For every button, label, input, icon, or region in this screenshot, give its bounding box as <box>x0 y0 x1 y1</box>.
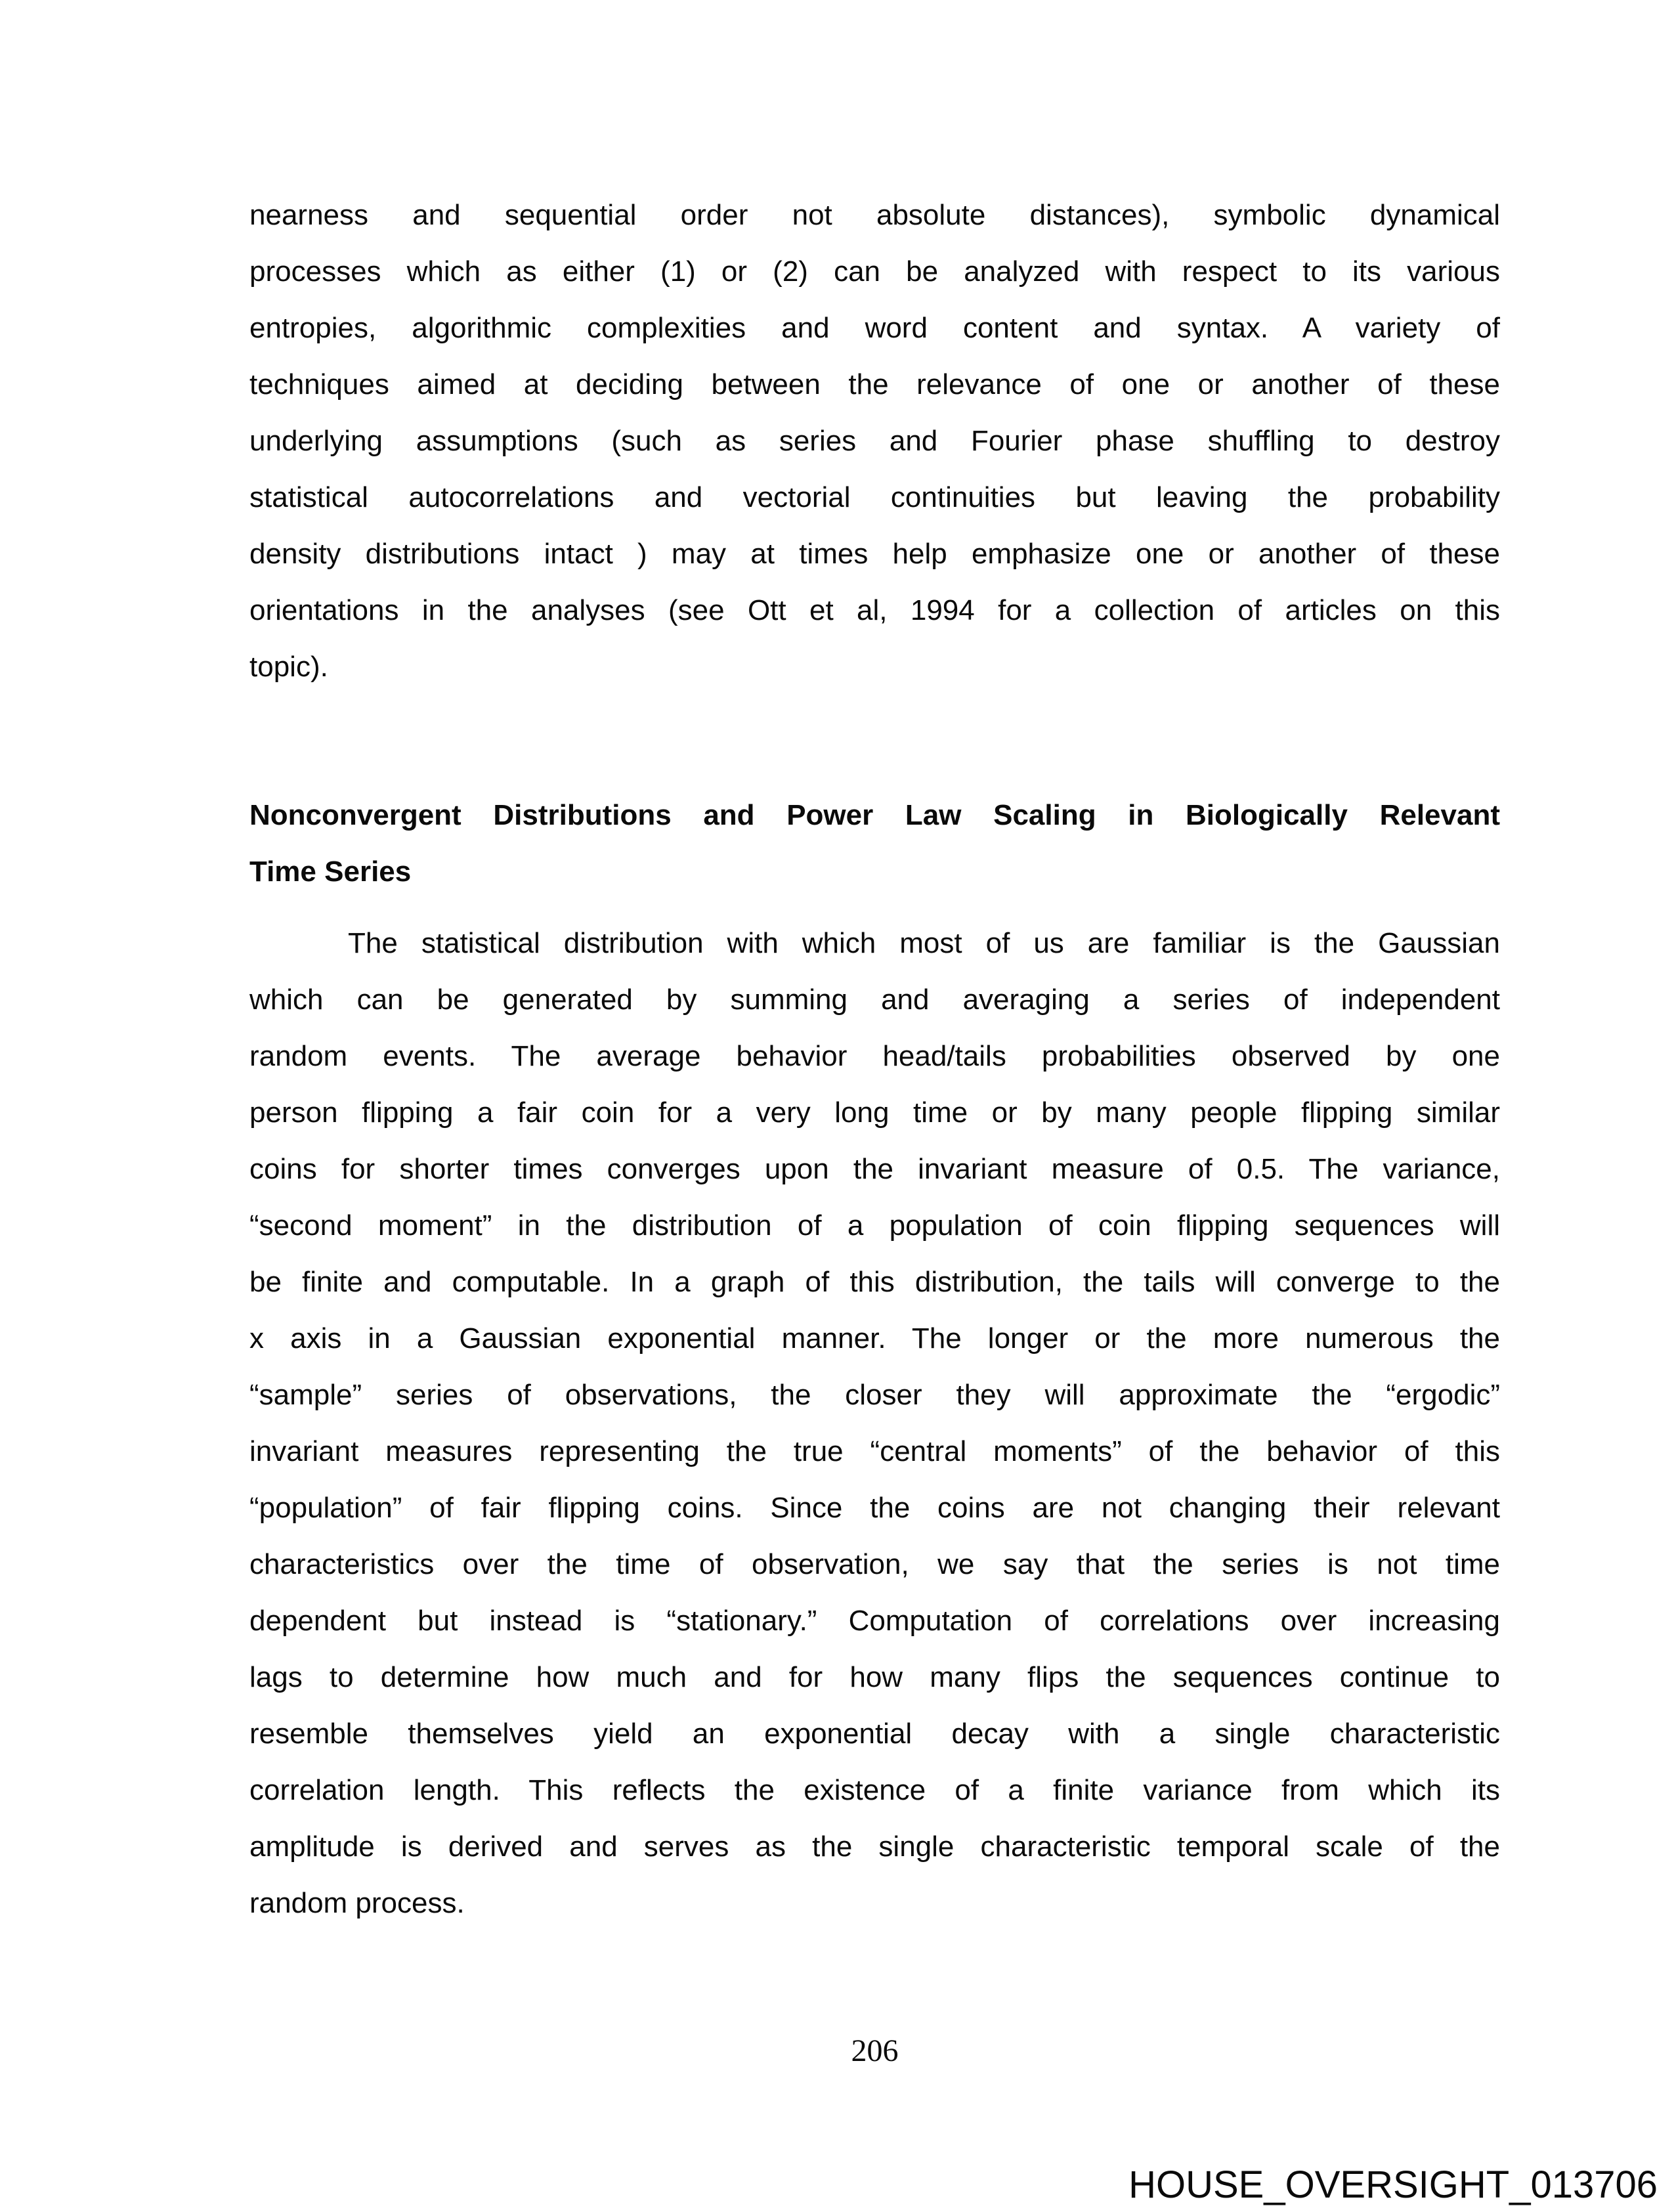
body-text-line: random process. <box>249 1887 465 1919</box>
body-text-line: entropies, algorithmic complexities and word content and syntax. A variety of <box>249 312 1500 344</box>
body-text-line: statistical autocorrelations and vectorial continuities but leaving the probability <box>249 481 1500 513</box>
heading-line: Time Series <box>249 856 412 888</box>
body-text-line: random events. The average behavior head/tails probabilities observed by one <box>249 1040 1500 1072</box>
body-text-line: coins for shorter times converges upon the invariant measure of 0.5. The variance, <box>249 1153 1500 1185</box>
page-number: 206 <box>851 2033 899 2068</box>
body-text-line: techniques aimed at deciding between the relevance of one or another of these <box>249 368 1500 401</box>
body-text-line: correlation length. This reflects the existence of a finite variance from which its <box>249 1774 1500 1806</box>
body-text-line: topic). <box>249 651 328 683</box>
paragraph-continued <box>249 187 1500 695</box>
body-text-line: “sample” series of observations, the closer they will approximate the “ergodic” <box>249 1379 1500 1411</box>
body-text-line: amplitude is derived and serves as the single characteristic temporal scale of the <box>249 1831 1500 1863</box>
body-text-line: dependent but instead is “stationary.” Computation of correlations over increasing <box>249 1605 1500 1637</box>
body-text-line: density distributions intact ) may at times help emphasize one or another of these <box>249 538 1500 570</box>
bates-stamp: HOUSE_OVERSIGHT_013706 <box>1128 2163 1658 2206</box>
body-text-line: The statistical distribution with which most of us are familiar is the Gaussian <box>348 927 1500 959</box>
body-text-line: lags to determine how much and for how many flips the sequences continue to <box>249 1661 1500 1693</box>
body-text-line: “population” of fair flipping coins. Since the coins are not changing their relevant <box>249 1492 1500 1524</box>
section-heading <box>249 787 1500 900</box>
paragraph-gaussian <box>249 915 1500 1932</box>
body-text-line: which can be generated by summing and averaging a series of independent <box>249 984 1500 1016</box>
body-text-line: underlying assumptions (such as series and Fourier phase shuffling to destroy <box>249 425 1500 457</box>
body-text-line: “second moment” in the distribution of a population of coin flipping sequences will <box>249 1209 1500 1242</box>
body-text-line: orientations in the analyses (see Ott et al, 1994 for a collection of articles on this <box>249 594 1500 626</box>
heading-line: Nonconvergent Distributions and Power Law Scaling in Biologically Relevant <box>249 799 1500 831</box>
body-text-line: resemble themselves yield an exponential decay with a single characteristic <box>249 1718 1500 1750</box>
body-text-line: invariant measures representing the true “central moments” of the behavior of this <box>249 1435 1500 1467</box>
body-text-line: processes which as either (1) or (2) can be analyzed with respect to its various <box>249 255 1500 288</box>
body-text-line: be finite and computable. In a graph of this distribution, the tails will converge to the <box>249 1266 1500 1298</box>
body-text-line: x axis in a Gaussian exponential manner. The longer or the more numerous the <box>249 1322 1500 1355</box>
text-column <box>249 187 1500 1932</box>
body-text-line: nearness and sequential order not absolute distances), symbolic dynamical <box>249 199 1500 231</box>
body-text-line: person flipping a fair coin for a very long time or by many people flipping similar <box>249 1096 1500 1129</box>
body-text-line: characteristics over the time of observation, we say that the series is not time <box>249 1548 1500 1580</box>
